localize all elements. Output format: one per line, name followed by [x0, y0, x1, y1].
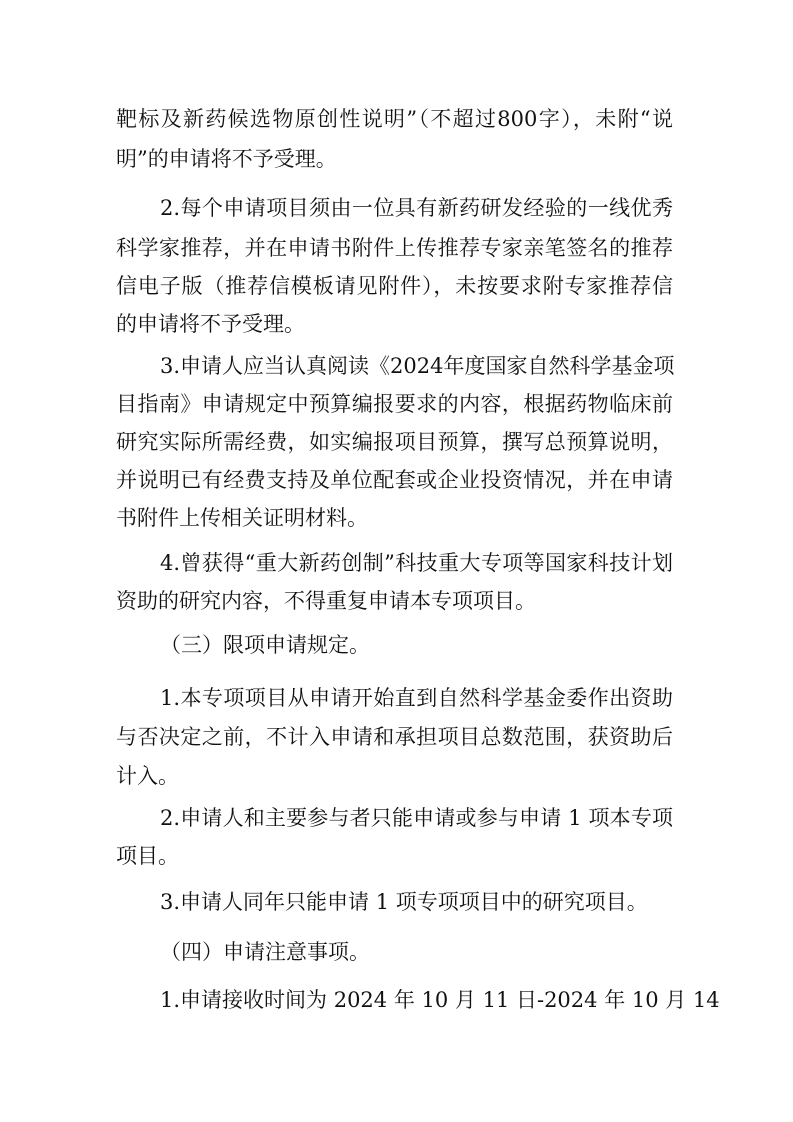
restriction-1-line: 1.本专项项目从申请开始直到自然科学基金委作出资助: [160, 686, 673, 710]
paragraph-3-line: 3.申请人应当认真阅读《2024年度国家自然科学基金项: [160, 354, 675, 378]
paragraph-2-line: 科学家推荐，并在申请书附件上传推荐专家亲笔签名的推荐: [116, 236, 673, 260]
paragraph-2-line: 的申请将不予受理。: [116, 312, 305, 336]
paragraph-4-line: 4.曾获得“重大新药创制”科技重大专项等国家科技计划: [160, 551, 673, 575]
paragraph-4-line: 资助的研究内容，不得重复申请本专项项目。: [116, 589, 536, 613]
paragraph-3-line: 书附件上传相关证明材料。: [116, 506, 368, 530]
paragraph-3-line: 研究实际所需经费，如实编报项目预算，撰写总预算说明，: [116, 430, 673, 454]
paragraph-3-line: 并说明已有经费支持及单位配套或企业投资情况，并在申请: [116, 468, 673, 492]
restriction-1-line: 与否决定之前，不计入申请和承担项目总数范围，获资助后: [116, 725, 673, 749]
paragraph-3-line: 目指南》申请规定中预算编报要求的内容，根据药物临床前: [116, 392, 673, 416]
section-heading: （三）限项申请规定。: [160, 633, 370, 657]
restriction-2-line: 项目。: [116, 844, 179, 868]
section-heading: （四）申请注意事项。: [160, 940, 370, 964]
restriction-2-line: 2.申请人和主要参与者只能申请或参与申请 1 项本专项: [160, 806, 673, 830]
paragraph-2-line: 信电子版（推荐信模板请见附件），未按要求附专家推荐信: [116, 274, 673, 298]
restriction-1-line: 计入。: [116, 764, 179, 788]
body-text-line: 靶标及新药候选物原创性说明”（不超过800字），未附“说: [116, 107, 673, 131]
notice-1-line: 1.申请接收时间为 2024 年 10 月 11 日-2024 年 10 月 14: [160, 988, 720, 1012]
restriction-3-line: 3.申请人同年只能申请 1 项专项项目中的研究项目。: [160, 890, 648, 914]
paragraph-2-line: 2.每个申请项目须由一位具有新药研发经验的一线优秀: [160, 196, 673, 220]
body-text-line: 明”的申请将不予受理。: [116, 147, 337, 171]
